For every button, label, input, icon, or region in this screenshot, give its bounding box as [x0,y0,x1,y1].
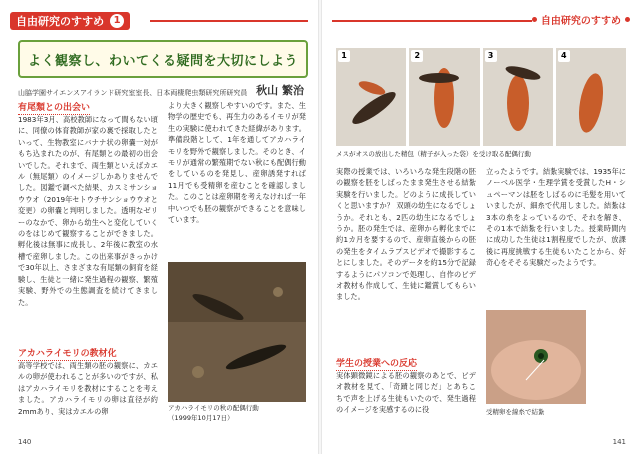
strip-caption: メスがオスの放出した精包（精子が入った袋）を受け取る配偶行動 [336,150,531,158]
series-header-right [532,12,630,27]
page-number-left: 140 [18,438,32,446]
page-number-right: 141 [612,438,626,446]
section-heading-3: 学生の授業への反応 [336,356,417,371]
strip-number-badge: 1 [338,50,350,62]
author-affiliation: 山脇学園サイエンスアイランド研究室室長、日本両棲爬虫類研究所研究員 [18,89,248,97]
left-column-1b-text: 高等学校では、両生類の胚の観察に、カエルの卵が使われることが多いのですが、私はアカハライモリを教材にすることを考えました。アカハライモリの卵は直径が約2mmあり、実はカエルの卵 [18,361,158,416]
strip-photo-1 [336,48,406,146]
article-title: よく観察し、わいてくる疑問を大切にしよう [27,53,298,69]
section-heading-1: 有尾類との出会い [18,100,90,115]
newt-photo-illustration [168,262,306,402]
strip-number-badge: 3 [485,50,497,62]
newt-illustration [483,48,553,146]
newt-courtship-photo [168,262,306,402]
strip-number-badge: 4 [558,50,570,62]
left-column-1-text: 1983年3月、高校教師になって間もない頃に、同僚の体育教師が家の裏で採取したといって、生物教室にバナナ状の卵嚢一対がもち込まれたのが、有尾類との最初の出会いでした。それまで、両生類といえばカエル（無尾類）のイメージしかありませんでした。図鑑で調べた結果、カスミサンショウウオ（2019年セトウチサンショウウオと変更）の卵嚢と判明しました。透明なゼリーのなかで、卵から幼生へと変化していくのをはじめて観察することができました。孵化後は無事に成長し、2年後に教室の水槽で産卵しました。この出来事がきっかけで30年以上、さまざまな有尾類の飼育を経験し、生徒と一緒に発生過程の観察、繁殖実験、野外での生態調査を続けてきました。 [18,115,158,307]
strip-photo-2 [409,48,479,146]
newt-illustration [556,48,626,146]
photo-caption-line2: （1999年10月17日） [168,414,234,422]
right-column-1b-text: 実体顕微鏡による胚の観察のあとで、ビデオ教材を見て、「奇蹟と同じだ」とあちこちで声を上げる生徒もいたので、発生過程のイメージを実感するのに役 [336,371,476,415]
newt-illustration [336,48,406,146]
header-dot-icon [625,17,630,22]
newt-illustration [409,48,479,146]
author-line [18,82,304,98]
section-heading-2: アカハライモリの教材化 [18,346,117,361]
strip-number-badge: 2 [411,50,423,62]
fingertip-egg-illustration [486,310,586,404]
series-header-tag [10,12,130,30]
series-number-badge: 1 [110,14,124,28]
strip-photo-4 [556,48,626,146]
header-rule-right [332,20,532,22]
series-header-label: 自由研究のすすめ [16,15,105,28]
left-column-2-text: より大きく観察しやすいのです。また、生物学の歴史でも、再生力のあるイモリが発生の実験に使われてきた経緯があります。準備段階として、1年を通してアカハライモリを野外で観察しました。そのとき、イモリが通常の繁殖期でない秋にも配偶行動をしているのを発見し、産卵誘発すれば11月でも受精卵を産むことを確認しました。このことは産卵期を考えなければ一年中いつでも胚の観察ができることを意味しています。 [168,101,306,225]
right-column-1-text: 実際の授業では、いろいろな発生段階の胚の観察を胚をしばったまま発生させる結紮実験を行いました。どのように成長していくと思いますか？ 双頭の幼生になるでしょうか。それとも、2匹の幼生になるでしょうか。胚の発生では、産卵から孵化までに約1カ月を要するので、産卵直後からの胚の発生をタイムラプスビデオで撮影することにしました。そのデータを約15分で記録するようにパソコンで処理し、自作のビデオ教材も作成して、生徒に鑑賞してもらいました。 [336,167,476,302]
photo-caption-line1: アカハライモリの秋の配偶行動 [168,404,259,412]
strip-photo-3 [483,48,553,146]
ligation-photo [486,310,586,404]
series-header-label-right: 自由研究のすすめ [540,16,621,27]
header-dot-icon [532,17,537,22]
article-title-box [18,40,308,78]
ligation-photo-caption: 受精卵を線糸で結紮 [486,408,545,416]
author-name: 秋山 繁治 [256,84,304,97]
courtship-photo-strip [336,48,626,146]
right-page [320,0,640,454]
right-column-2-text: 立ったようです。結紮実験では、1935年にノーベル医学・生理学賞を受賞したH・シュペーマンは胚をしばるのに毛髪を用いていましたが、細糸で代用しました。結紮は3本の糸をよっているので、それを解き、その1本で結紮を行いました。授業時間内に成功した生徒は1割程度でしたが、放課後に再度挑戦する生徒もいたことから、好奇心をそそる実験だったようです。 [486,167,626,268]
header-rule [150,20,308,22]
